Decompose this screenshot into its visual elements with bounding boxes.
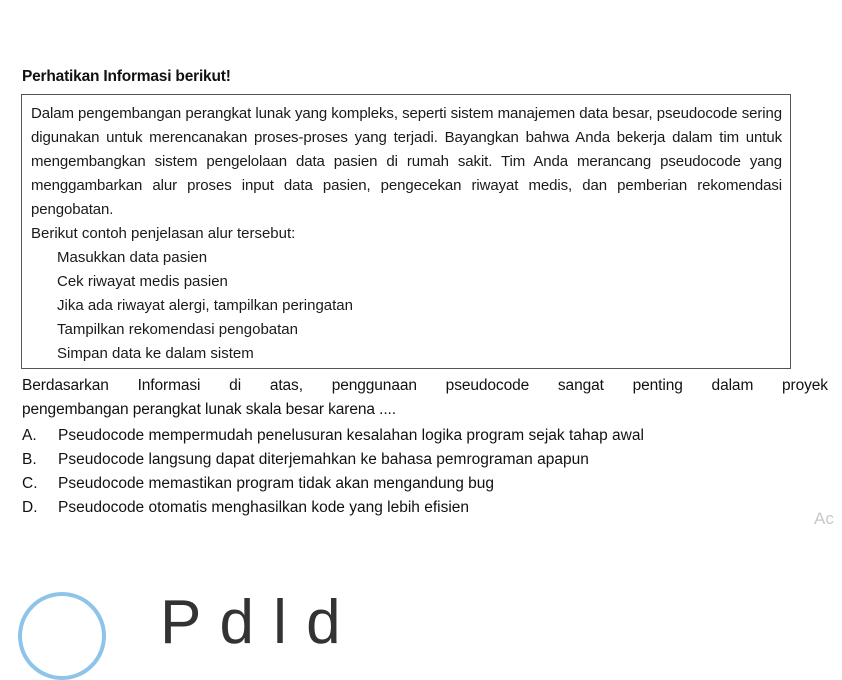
- option-text: Pseudocode memastikan program tidak akan mengandung bug: [58, 475, 494, 492]
- step-item: Jika ada riwayat alergi, tampilkan peringatan: [57, 297, 353, 314]
- option-a[interactable]: [22, 424, 644, 448]
- option-letter: B.: [22, 451, 37, 468]
- option-text: Pseudocode mempermudah penelusuran kesalahan logika program sejak tahap awal: [58, 427, 644, 444]
- steps-list: [31, 246, 782, 366]
- question-word: Berdasarkan: [22, 377, 109, 394]
- step-item: Simpan data ke dalam sistem: [57, 345, 254, 362]
- question-word: pseudocode: [445, 377, 530, 394]
- question-line-2: pengembangan perangkat lunak skala besar karena ....: [22, 401, 396, 418]
- question-word: penggunaan: [331, 377, 417, 394]
- option-text: Pseudocode otomatis menghasilkan kode yang lebih efisien: [58, 499, 470, 516]
- question-word: dalam: [711, 377, 754, 394]
- step-item: Masukkan data pasien: [57, 249, 208, 266]
- bottom-heading-partial: P d l d: [160, 588, 342, 657]
- step-item: Tampilkan rekomendasi pengobatan: [57, 321, 298, 338]
- answer-options: [22, 424, 644, 520]
- info-title: Perhatikan Informasi berikut!: [22, 68, 231, 85]
- question-word: sangat: [557, 377, 604, 394]
- option-letter: C.: [22, 475, 38, 492]
- option-c[interactable]: [22, 472, 644, 496]
- info-paragraph: Dalam pengembangan perangkat lunak yang kompleks, seperti sistem manajemen data besar, pseudocode sering digunakan untuk merencanakan proses-proses yang terjadi. Bayangkan bahwa Anda bekerja dalam tim untuk mengembangkan sistem pengelolaan data pasien di rumah sakit. Tim Anda merancang pseudocode yang menggambarkan alur proses input data pasien, pengecekan riwayat medis, dan pemberian rekomendasi pengobatan.: [31, 105, 782, 218]
- question-stem: [22, 374, 828, 422]
- question-word: penting: [632, 377, 683, 394]
- question-word: atas,: [269, 377, 303, 394]
- option-d[interactable]: [22, 496, 644, 520]
- option-letter: A.: [22, 427, 37, 444]
- circle-logo-icon: [18, 592, 106, 680]
- info-box: [21, 94, 791, 369]
- steps-intro: Berikut contoh penjelasan alur tersebut:: [31, 225, 296, 242]
- question-line-1: [22, 374, 828, 398]
- step-item: Cek riwayat medis pasien: [57, 273, 228, 290]
- option-letter: D.: [22, 499, 38, 516]
- option-text: Pseudocode langsung dapat diterjemahkan ke bahasa pemrograman apapun: [58, 451, 589, 468]
- option-b[interactable]: [22, 448, 644, 472]
- question-word: proyek: [782, 377, 828, 394]
- watermark-text: Ac: [814, 509, 834, 528]
- question-word: Informasi: [137, 377, 201, 394]
- question-word: di: [229, 377, 242, 394]
